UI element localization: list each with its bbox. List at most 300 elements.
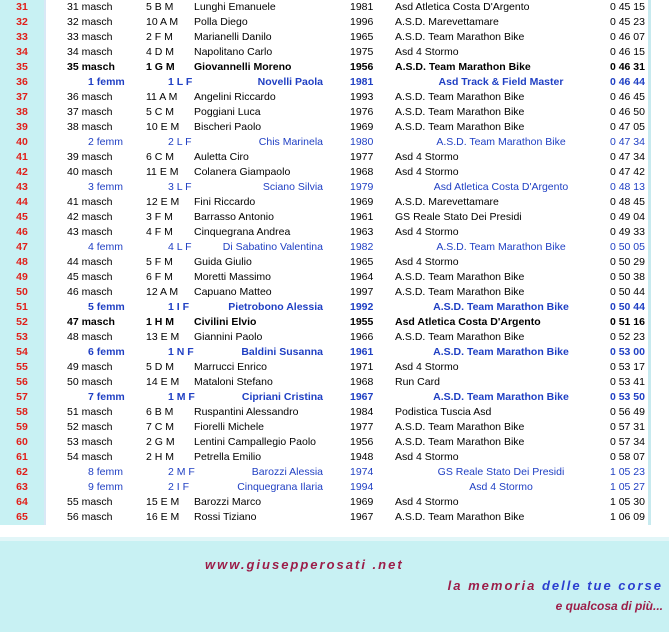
category-rank-cell: 3 femm: [88, 181, 124, 193]
position-column-edge: [44, 345, 46, 360]
birth-year-cell: 1977: [350, 151, 374, 163]
position-column-edge: [44, 435, 46, 450]
position-cell: 46: [0, 225, 44, 240]
position-cell: 57: [0, 390, 44, 405]
club-cell: A.S.D. Team Marathon Bike: [395, 421, 525, 433]
table-row: [0, 120, 669, 135]
category-rank-cell: 36 masch: [67, 91, 113, 103]
position-cell: 64: [0, 495, 44, 510]
position-column-edge: [44, 15, 46, 30]
category-rank-cell: 33 masch: [67, 31, 113, 43]
club-cell: Asd Atletica Costa D'Argento: [433, 181, 569, 193]
category-position-cell: 2 L F: [168, 136, 192, 148]
birth-year-cell: 1969: [350, 196, 374, 208]
athlete-name-cell: Fiorelli Michele: [194, 421, 265, 433]
finish-time-cell: 0 46 31: [609, 61, 645, 73]
position-cell: 38: [0, 105, 44, 120]
position-cell: 31: [0, 0, 44, 15]
category-rank-cell: 37 masch: [67, 106, 113, 118]
position-cell: 48: [0, 255, 44, 270]
table-row: [0, 330, 669, 345]
table-row: [0, 195, 669, 210]
club-cell: Asd Atletica Costa D'Argento: [395, 316, 541, 328]
table-row: [0, 135, 669, 150]
finish-time-cell: 1 06 09: [609, 511, 645, 523]
table-row: [0, 75, 669, 90]
club-cell: Asd 4 Stormo: [395, 166, 459, 178]
position-cell: 47: [0, 240, 44, 255]
birth-year-cell: 1996: [350, 16, 374, 28]
athlete-name-cell: Capuano Matteo: [194, 286, 272, 298]
table-row: [0, 360, 669, 375]
time-column-edge: [648, 210, 651, 225]
time-column-edge: [648, 270, 651, 285]
athlete-name-cell: Polla Diego: [194, 16, 248, 28]
table-row: [0, 0, 669, 15]
athlete-name-cell: Mataloni Stefano: [194, 376, 273, 388]
birth-year-cell: 1969: [350, 121, 374, 133]
category-rank-cell: 50 masch: [67, 376, 113, 388]
category-rank-cell: 42 masch: [67, 211, 113, 223]
position-column-edge: [44, 480, 46, 495]
finish-time-cell: 0 46 45: [609, 91, 645, 103]
position-column-edge: [44, 405, 46, 420]
category-position-cell: 3 L F: [168, 181, 192, 193]
finish-time-cell: 0 53 50: [609, 391, 645, 403]
position-cell: 65: [0, 510, 44, 525]
category-rank-cell: 4 femm: [88, 241, 124, 253]
club-cell: Run Card: [395, 376, 440, 388]
club-cell: A.S.D. Marevettamare: [395, 196, 499, 208]
finish-time-cell: 0 50 38: [609, 271, 645, 283]
category-rank-cell: 1 femm: [88, 76, 125, 88]
position-cell: 45: [0, 210, 44, 225]
position-column-edge: [44, 450, 46, 465]
position-column-edge: [44, 465, 46, 480]
position-column-edge: [44, 300, 46, 315]
athlete-name-cell: Ruspantini Alessandro: [194, 406, 299, 418]
table-row: [0, 465, 669, 480]
category-rank-cell: 34 masch: [67, 46, 113, 58]
time-column-edge: [648, 60, 651, 75]
position-column-edge: [44, 60, 46, 75]
club-cell: Asd 4 Stormo: [395, 226, 459, 238]
position-cell: 55: [0, 360, 44, 375]
category-rank-cell: 51 masch: [67, 406, 113, 418]
athlete-name-cell: Colanera Giampaolo: [194, 166, 291, 178]
finish-time-cell: 0 45 15: [609, 1, 645, 13]
birth-year-cell: 1976: [350, 106, 374, 118]
table-row: [0, 45, 669, 60]
time-column-edge: [648, 105, 651, 120]
position-column-edge: [44, 360, 46, 375]
position-cell: 50: [0, 285, 44, 300]
birth-year-cell: 1981: [350, 76, 374, 88]
table-row: [0, 435, 669, 450]
athlete-name-cell: Cinquegrana Andrea: [194, 226, 291, 238]
category-rank-cell: 48 masch: [67, 331, 113, 343]
category-rank-cell: 6 femm: [88, 346, 125, 358]
category-position-cell: 7 C M: [146, 421, 175, 433]
category-rank-cell: 32 masch: [67, 16, 113, 28]
finish-time-cell: 0 50 44: [609, 286, 645, 298]
position-column-edge: [44, 390, 46, 405]
finish-time-cell: 0 57 31: [609, 421, 645, 433]
birth-year-cell: 1971: [350, 361, 374, 373]
finish-time-cell: 0 53 41: [609, 376, 645, 388]
time-column-edge: [648, 225, 651, 240]
athlete-name-cell: Barrasso Antonio: [194, 211, 274, 223]
position-column-edge: [44, 120, 46, 135]
table-row: [0, 225, 669, 240]
finish-time-cell: 0 49 33: [609, 226, 645, 238]
athlete-name-cell: Fini Riccardo: [194, 196, 256, 208]
category-rank-cell: 39 masch: [67, 151, 113, 163]
time-column-edge: [648, 165, 651, 180]
time-column-edge: [648, 45, 651, 60]
club-cell: Asd 4 Stormo: [469, 481, 533, 493]
table-row: [0, 30, 669, 45]
category-rank-cell: 8 femm: [88, 466, 124, 478]
club-cell: Podistica Tuscia Asd: [395, 406, 492, 418]
category-position-cell: 2 F M: [146, 31, 173, 43]
table-row: [0, 180, 669, 195]
time-column-edge: [648, 450, 651, 465]
time-column-edge: [648, 315, 651, 330]
club-cell: A.S.D. Marevettamare: [395, 16, 499, 28]
position-cell: 61: [0, 450, 44, 465]
position-column-edge: [44, 510, 46, 525]
birth-year-cell: 1961: [350, 211, 374, 223]
club-cell: Asd 4 Stormo: [395, 256, 459, 268]
club-cell: A.S.D. Team Marathon Bike: [395, 121, 525, 133]
finish-time-cell: 0 52 23: [609, 331, 645, 343]
category-position-cell: 6 C M: [146, 151, 175, 163]
position-cell: 58: [0, 405, 44, 420]
table-row: [0, 510, 669, 525]
athlete-name-cell: Cipriani Cristina: [241, 391, 323, 403]
athlete-name-cell: Novelli Paola: [257, 76, 323, 88]
category-position-cell: 11 A M: [146, 91, 178, 103]
birth-year-cell: 1994: [350, 481, 374, 493]
finish-time-cell: 1 05 30: [609, 496, 645, 508]
club-cell: A.S.D. Team Marathon Bike: [433, 346, 569, 358]
category-position-cell: 5 F M: [146, 256, 173, 268]
category-rank-cell: 9 femm: [88, 481, 124, 493]
category-rank-cell: 35 masch: [67, 61, 115, 73]
athlete-name-cell: Sciano Silvia: [262, 181, 323, 193]
time-column-edge: [648, 135, 651, 150]
club-cell: Asd 4 Stormo: [395, 361, 459, 373]
category-position-cell: 5 D M: [146, 361, 175, 373]
finish-time-cell: 0 49 04: [609, 211, 645, 223]
finish-time-cell: 0 50 44: [609, 301, 645, 313]
finish-time-cell: 0 46 15: [609, 46, 645, 58]
finish-time-cell: 0 47 34: [609, 136, 645, 148]
category-position-cell: 2 H M: [146, 451, 175, 463]
time-column-edge: [648, 390, 651, 405]
time-column-edge: [648, 15, 651, 30]
category-position-cell: 1 I F: [168, 301, 190, 313]
category-position-cell: 6 F M: [146, 271, 173, 283]
position-column-edge: [44, 45, 46, 60]
position-cell: 33: [0, 30, 44, 45]
club-cell: GS Reale Stato Dei Presidi: [437, 466, 565, 478]
category-position-cell: 1 N F: [168, 346, 194, 358]
birth-year-cell: 1992: [350, 301, 374, 313]
time-column-edge: [648, 360, 651, 375]
club-cell: A.S.D. Team Marathon Bike: [395, 511, 525, 523]
time-column-edge: [648, 345, 651, 360]
athlete-name-cell: Napolitano Carlo: [194, 46, 273, 58]
finish-time-cell: 0 50 29: [609, 256, 645, 268]
position-column-edge: [44, 375, 46, 390]
time-column-edge: [648, 480, 651, 495]
birth-year-cell: 1948: [350, 451, 374, 463]
position-cell: 39: [0, 120, 44, 135]
category-position-cell: 2 I F: [168, 481, 190, 493]
table-row: [0, 210, 669, 225]
category-position-cell: 10 A M: [146, 16, 179, 28]
position-cell: 35: [0, 60, 44, 75]
position-cell: 32: [0, 15, 44, 30]
position-column-edge: [44, 75, 46, 90]
birth-year-cell: 1968: [350, 166, 374, 178]
athlete-name-cell: Pietrobono Alessia: [228, 301, 323, 313]
position-column-edge: [44, 285, 46, 300]
club-cell: Asd 4 Stormo: [395, 151, 459, 163]
time-column-edge: [648, 240, 651, 255]
birth-year-cell: 1974: [350, 466, 374, 478]
finish-time-cell: 0 53 17: [609, 361, 645, 373]
birth-year-cell: 1968: [350, 376, 374, 388]
position-cell: 36: [0, 75, 44, 90]
athlete-name-cell: Barozzi Alessia: [251, 466, 323, 478]
table-row: [0, 420, 669, 435]
birth-year-cell: 1993: [350, 91, 374, 103]
birth-year-cell: 1982: [350, 241, 374, 253]
time-column-edge: [648, 510, 651, 525]
table-row: [0, 90, 669, 105]
athlete-name-cell: Lentini Campallegio Paolo: [194, 436, 316, 448]
category-rank-cell: 5 femm: [88, 301, 125, 313]
table-row: [0, 450, 669, 465]
table-row: [0, 150, 669, 165]
club-cell: A.S.D. Team Marathon Bike: [395, 436, 525, 448]
position-column-edge: [44, 180, 46, 195]
time-column-edge: [648, 180, 651, 195]
category-position-cell: 1 G M: [146, 61, 175, 73]
table-row: [0, 60, 669, 75]
birth-year-cell: 1956: [350, 436, 374, 448]
birth-year-cell: 1979: [350, 181, 374, 193]
club-cell: A.S.D. Team Marathon Bike: [433, 391, 569, 403]
category-position-cell: 5 B M: [146, 1, 174, 13]
time-column-edge: [648, 330, 651, 345]
club-cell: Asd 4 Stormo: [395, 46, 459, 58]
position-column-edge: [44, 330, 46, 345]
position-column-edge: [44, 165, 46, 180]
position-cell: 52: [0, 315, 44, 330]
athlete-name-cell: Poggiani Luca: [194, 106, 261, 118]
category-position-cell: 4 L F: [168, 241, 192, 253]
position-cell: 63: [0, 480, 44, 495]
table-row: [0, 390, 669, 405]
finish-time-cell: 0 56 49: [609, 406, 645, 418]
position-column-edge: [44, 135, 46, 150]
position-column-edge: [44, 315, 46, 330]
time-column-edge: [648, 75, 651, 90]
birth-year-cell: 1977: [350, 421, 374, 433]
time-column-edge: [648, 0, 651, 15]
club-cell: A.S.D. Team Marathon Bike: [395, 286, 525, 298]
position-column-edge: [44, 30, 46, 45]
footer-tagline-line2: e qualcosa di più...: [555, 599, 663, 613]
time-column-edge: [648, 90, 651, 105]
athlete-name-cell: Giovannelli Moreno: [194, 61, 292, 73]
club-cell: A.S.D. Team Marathon Bike: [395, 31, 525, 43]
category-rank-cell: 43 masch: [67, 226, 113, 238]
time-column-edge: [648, 195, 651, 210]
finish-time-cell: 0 48 45: [609, 196, 645, 208]
time-column-edge: [648, 420, 651, 435]
birth-year-cell: 1969: [350, 496, 374, 508]
finish-time-cell: 0 47 42: [609, 166, 645, 178]
athlete-name-cell: Baldini Susanna: [241, 346, 323, 358]
position-cell: 62: [0, 465, 44, 480]
category-rank-cell: 56 masch: [67, 511, 113, 523]
club-cell: Asd Track & Field Master: [438, 76, 564, 88]
position-cell: 34: [0, 45, 44, 60]
birth-year-cell: 1965: [350, 31, 374, 43]
position-column-edge: [44, 270, 46, 285]
club-cell: A.S.D. Team Marathon Bike: [395, 61, 531, 73]
category-rank-cell: 54 masch: [67, 451, 113, 463]
athlete-name-cell: Rossi Tiziano: [194, 511, 257, 523]
birth-year-cell: 1981: [350, 1, 374, 13]
athlete-name-cell: Auletta Ciro: [194, 151, 249, 163]
category-rank-cell: 40 masch: [67, 166, 113, 178]
time-column-edge: [648, 495, 651, 510]
athlete-name-cell: Cinquegrana Ilaria: [237, 481, 323, 493]
position-column-edge: [44, 420, 46, 435]
category-position-cell: 1 L F: [168, 76, 193, 88]
finish-time-cell: 0 53 00: [609, 346, 645, 358]
position-column-edge: [44, 105, 46, 120]
position-column-edge: [44, 150, 46, 165]
athlete-name-cell: Marianelli Danilo: [194, 31, 272, 43]
category-position-cell: 16 E M: [146, 511, 180, 523]
category-position-cell: 12 E M: [146, 196, 180, 208]
table-row: [0, 270, 669, 285]
finish-time-cell: 0 46 07: [609, 31, 645, 43]
time-column-edge: [648, 300, 651, 315]
birth-year-cell: 1963: [350, 226, 374, 238]
club-cell: A.S.D. Team Marathon Bike: [436, 241, 566, 253]
category-rank-cell: 49 masch: [67, 361, 113, 373]
position-column-edge: [44, 195, 46, 210]
category-position-cell: 12 A M: [146, 286, 179, 298]
footer-site-link[interactable]: www.giusepperosati .net: [205, 557, 404, 572]
athlete-name-cell: Angelini Riccardo: [194, 91, 276, 103]
category-position-cell: 14 E M: [146, 376, 180, 388]
position-column-edge: [44, 0, 46, 15]
category-position-cell: 4 F M: [146, 226, 173, 238]
category-position-cell: 10 E M: [146, 121, 180, 133]
finish-time-cell: 0 57 34: [609, 436, 645, 448]
birth-year-cell: 1980: [350, 136, 374, 148]
birth-year-cell: 1975: [350, 46, 374, 58]
birth-year-cell: 1966: [350, 331, 374, 343]
birth-year-cell: 1964: [350, 271, 374, 283]
athlete-name-cell: Giannini Paolo: [194, 331, 263, 343]
position-cell: 40: [0, 135, 44, 150]
category-position-cell: 4 D M: [146, 46, 175, 58]
time-column-edge: [648, 465, 651, 480]
table-row: [0, 15, 669, 30]
athlete-name-cell: Marrucci Enrico: [194, 361, 267, 373]
category-rank-cell: 52 masch: [67, 421, 113, 433]
time-column-edge: [648, 405, 651, 420]
position-cell: 54: [0, 345, 44, 360]
category-rank-cell: 47 masch: [67, 316, 115, 328]
position-cell: 41: [0, 150, 44, 165]
finish-time-cell: 0 47 34: [609, 151, 645, 163]
table-row: [0, 480, 669, 495]
athlete-name-cell: Barozzi Marco: [194, 496, 262, 508]
category-rank-cell: 55 masch: [67, 496, 113, 508]
position-cell: 59: [0, 420, 44, 435]
athlete-name-cell: Chis Marinela: [258, 136, 323, 148]
category-rank-cell: 7 femm: [88, 391, 125, 403]
category-rank-cell: 46 masch: [67, 286, 113, 298]
position-column-edge: [44, 240, 46, 255]
position-column-edge: [44, 495, 46, 510]
position-column-edge: [44, 255, 46, 270]
position-column-edge: [44, 210, 46, 225]
finish-time-cell: 0 51 16: [609, 316, 645, 328]
time-column-edge: [648, 435, 651, 450]
club-cell: A.S.D. Team Marathon Bike: [395, 331, 525, 343]
category-position-cell: 15 E M: [146, 496, 180, 508]
category-rank-cell: 38 masch: [67, 121, 113, 133]
position-cell: 49: [0, 270, 44, 285]
athlete-name-cell: Civilini Elvio: [194, 316, 257, 328]
table-row: [0, 375, 669, 390]
table-row: [0, 240, 669, 255]
club-cell: A.S.D. Team Marathon Bike: [433, 301, 569, 313]
birth-year-cell: 1956: [350, 61, 374, 73]
table-row: [0, 165, 669, 180]
birth-year-cell: 1984: [350, 406, 374, 418]
athlete-name-cell: Bischeri Paolo: [194, 121, 262, 133]
footer-tagline-part1: la memoria: [447, 578, 537, 593]
club-cell: Asd 4 Stormo: [395, 496, 459, 508]
time-column-edge: [648, 285, 651, 300]
table-row: [0, 315, 669, 330]
finish-time-cell: 1 05 23: [609, 466, 645, 478]
time-column-edge: [648, 30, 651, 45]
table-row: [0, 405, 669, 420]
position-column-edge: [44, 225, 46, 240]
finish-time-cell: 1 05 27: [609, 481, 645, 493]
birth-year-cell: 1967: [350, 391, 374, 403]
category-rank-cell: 53 masch: [67, 436, 113, 448]
birth-year-cell: 1967: [350, 511, 374, 523]
finish-time-cell: 0 45 23: [609, 16, 645, 28]
category-position-cell: 5 C M: [146, 106, 175, 118]
birth-year-cell: 1961: [350, 346, 374, 358]
